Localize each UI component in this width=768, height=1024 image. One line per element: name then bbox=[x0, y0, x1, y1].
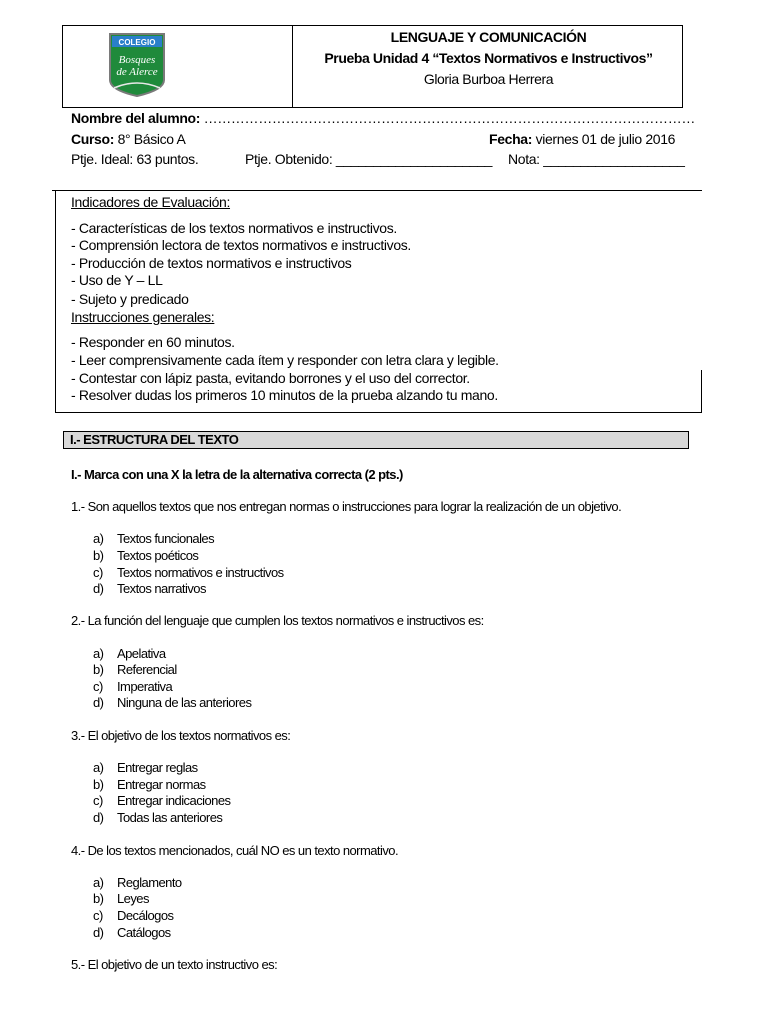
student-name-field: ……………………………………………………………………………………………… bbox=[203, 110, 695, 126]
answer-option[interactable]: b) Entregar normas bbox=[93, 777, 206, 792]
answer-option[interactable]: a) Reglamento bbox=[93, 875, 182, 890]
instruction-item: - Contestar con lápiz pasta, evitando borrones y el uso del corrector. bbox=[71, 370, 470, 386]
test-title: Prueba Unidad 4 “Textos Normativos e Instructivos” bbox=[324, 50, 653, 66]
grade-field: Nota: ___________________ bbox=[508, 151, 685, 167]
indicators-heading: Indicadores de Evaluación: bbox=[71, 194, 231, 210]
date-label: Fecha: bbox=[489, 131, 533, 147]
date-value: viernes 01 de julio 2016 bbox=[535, 131, 676, 147]
box-right-border bbox=[701, 370, 702, 412]
answer-option[interactable]: d) Todas las anteriores bbox=[93, 810, 223, 825]
ideal-score: Ptje. Ideal: 63 puntos. bbox=[71, 151, 199, 167]
course-value: 8° Básico A bbox=[117, 131, 186, 147]
subject-title: LENGUAJE Y COMUNICACIÓN bbox=[390, 29, 587, 45]
answer-option[interactable]: a) Apelativa bbox=[93, 646, 166, 661]
date-row bbox=[489, 131, 675, 147]
instruction-item: - Leer comprensivamente cada ítem y responder con letra clara y legible. bbox=[71, 352, 499, 368]
box-bottom-border bbox=[55, 412, 702, 413]
logo-top-text: COLEGIO bbox=[118, 38, 156, 47]
answer-option[interactable]: c) Entregar indicaciones bbox=[93, 793, 231, 808]
answer-option[interactable]: c) Textos normativos e instructivos bbox=[93, 565, 284, 580]
header-divider bbox=[292, 25, 293, 108]
answer-option[interactable]: a) Textos funcionales bbox=[93, 531, 215, 546]
obtained-score: Ptje. Obtenido: _____________________ bbox=[245, 151, 493, 167]
instruction-item: - Responder en 60 minutos. bbox=[71, 334, 235, 350]
answer-option[interactable]: b) Referencial bbox=[93, 662, 177, 677]
answer-option[interactable]: b) Leyes bbox=[93, 891, 149, 906]
section-subtitle: I.- Marca con una X la letra de la alternativa correcta (2 pts.) bbox=[71, 467, 403, 482]
indicator-item: - Uso de Y – LL bbox=[71, 272, 163, 288]
course-row bbox=[71, 131, 185, 147]
course-label: Curso: bbox=[71, 131, 115, 147]
answer-option[interactable]: c) Imperativa bbox=[93, 679, 173, 694]
logo-line2: de Alerce bbox=[116, 66, 158, 78]
student-name-label: Nombre del alumno: bbox=[71, 110, 201, 126]
student-name-row bbox=[71, 110, 695, 126]
school-logo bbox=[108, 32, 166, 98]
answer-option[interactable]: b) Textos poéticos bbox=[93, 548, 199, 563]
teacher-name: Gloria Burboa Herrera bbox=[423, 71, 554, 87]
answer-option[interactable]: d) Ninguna de las anteriores bbox=[93, 695, 252, 710]
indicator-item: - Producción de textos normativos e instructivos bbox=[71, 255, 352, 271]
question-text: 2.- La función del lenguaje que cumplen los textos normativos e instructivos es: bbox=[71, 613, 484, 628]
answer-option[interactable]: d) Textos narrativos bbox=[93, 581, 206, 596]
answer-option[interactable]: a) Entregar reglas bbox=[93, 760, 198, 775]
box-left-border bbox=[55, 190, 56, 412]
question-text: 3.- El objetivo de los textos normativos es: bbox=[71, 728, 291, 743]
indicator-item: - Características de los textos normativos e instructivos. bbox=[71, 220, 397, 236]
answer-option[interactable]: d) Catálogos bbox=[93, 925, 171, 940]
instruction-item: - Resolver dudas los primeros 10 minutos de la prueba alzando tu mano. bbox=[71, 387, 498, 403]
question-text: 5.- El objetivo de un texto instructivo es: bbox=[71, 957, 278, 972]
indicator-item: - Sujeto y predicado bbox=[71, 291, 189, 307]
question-text: 4.- De los textos mencionados, cuál NO es un texto normativo. bbox=[71, 843, 399, 858]
instructions-heading: Instrucciones generales: bbox=[71, 309, 215, 325]
question-text: 1.- Son aquellos textos que nos entregan normas o instrucciones para lograr la realización de un objetivo. bbox=[71, 499, 622, 514]
section-title: I.- ESTRUCTURA DEL TEXTO bbox=[70, 432, 239, 447]
answer-option[interactable]: c) Decálogos bbox=[93, 908, 174, 923]
logo-line1: Bosques bbox=[118, 54, 156, 66]
separator-line bbox=[52, 190, 702, 191]
indicator-item: - Comprensión lectora de textos normativos e instructivos. bbox=[71, 237, 411, 253]
